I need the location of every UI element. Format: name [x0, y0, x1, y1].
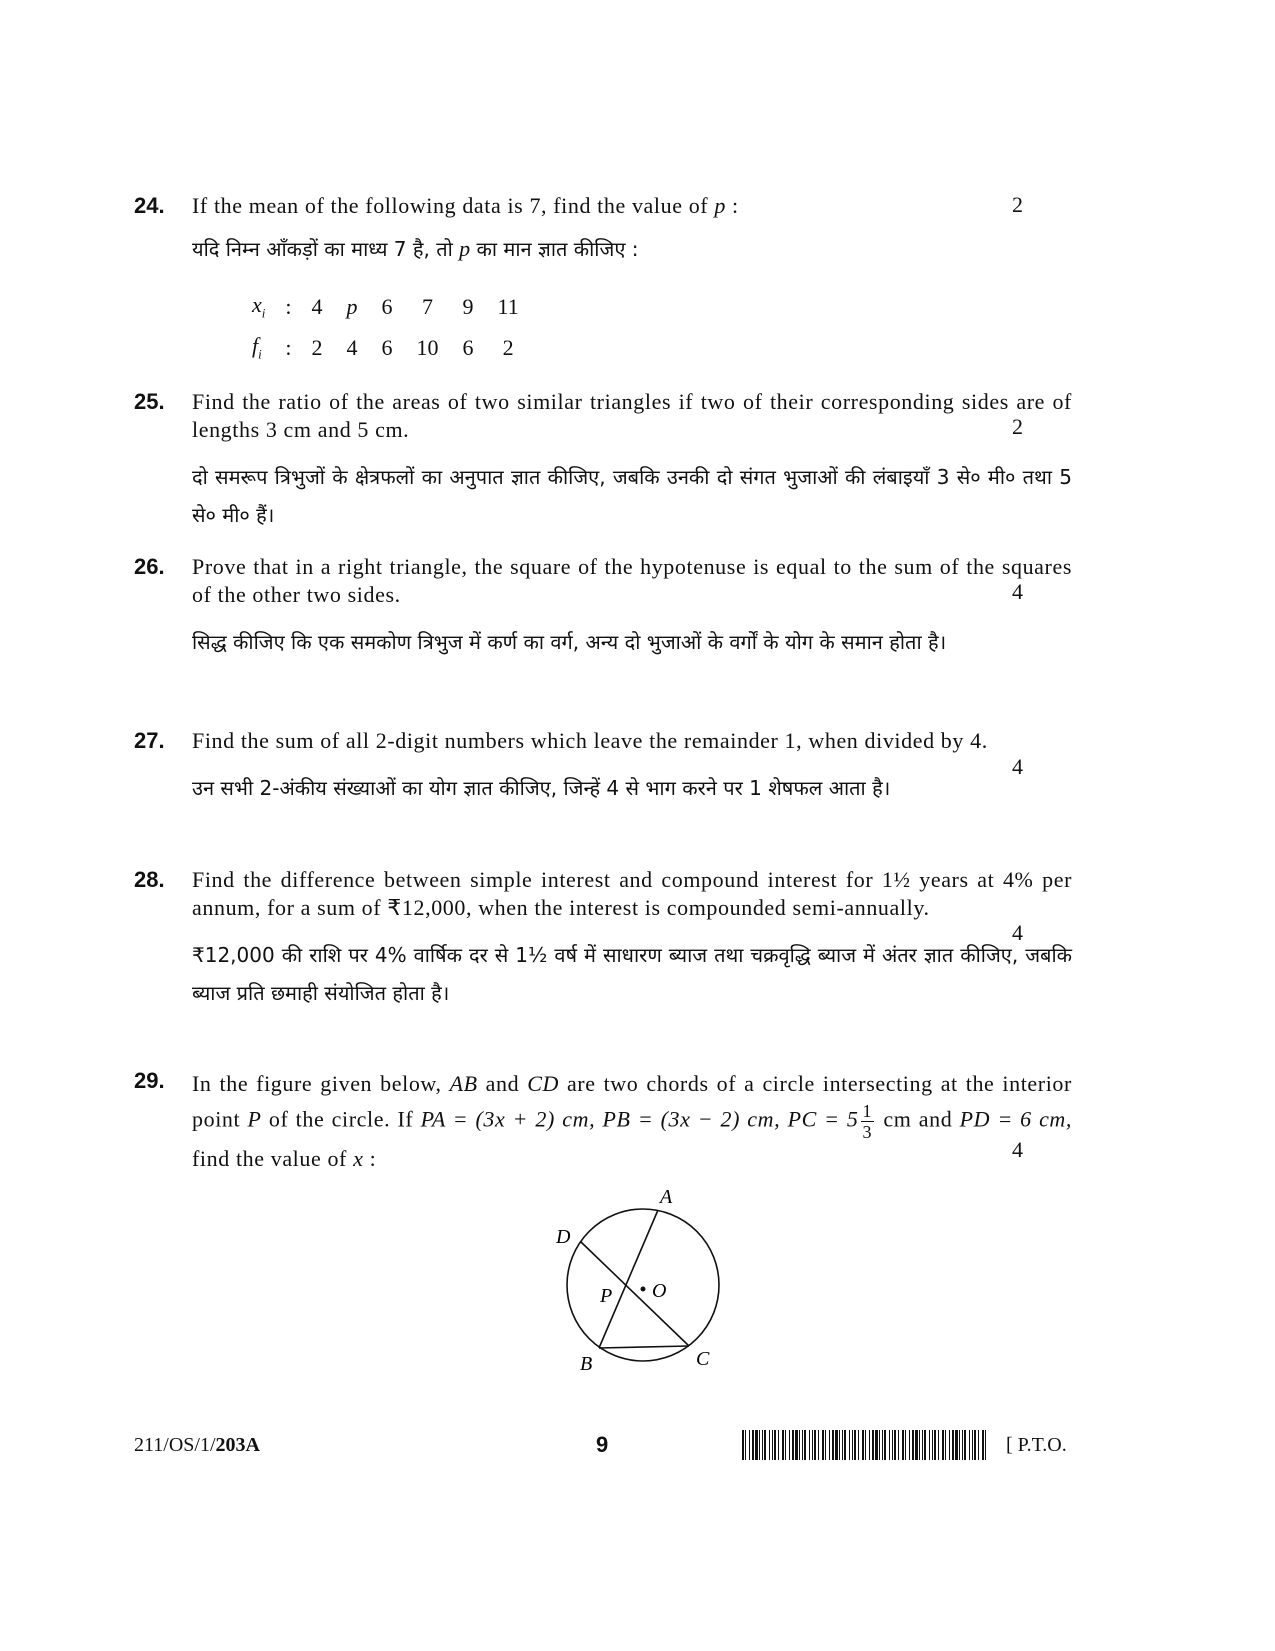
marks-28: 4: [1012, 920, 1023, 945]
x-label: $x_i$: [252, 292, 266, 321]
marks-27: 4: [1012, 754, 1023, 779]
barcode-bar: [964, 1430, 966, 1460]
barcode-bar: [982, 1430, 984, 1460]
point-p: P: [247, 1106, 262, 1132]
paper-code-set: 203A: [215, 1434, 260, 1456]
label-o: O: [652, 1280, 667, 1302]
barcode-bar: [832, 1430, 834, 1460]
barcode-bar: [844, 1430, 846, 1460]
question-text-hindi: ₹12,000 की राशि पर 4% वार्षिक दर से 1½ वर्ष में साधारण ब्याज तथा चक्रवृद्धि ब्याज में अंतर ज्ञात कीजिए, जबकि ब्याज प्रति छमाही संयोजित होता है।: [192, 943, 1072, 1005]
barcode-bar: [915, 1430, 918, 1460]
table-cell: 6: [381, 293, 393, 319]
pd-expression: PD = 6 cm,: [959, 1106, 1073, 1132]
barcode-bar: [985, 1430, 986, 1460]
segment-bc: [599, 1346, 689, 1348]
marks-26: 4: [1012, 579, 1023, 604]
page-number: 9: [596, 1432, 609, 1457]
pc-expression: PC = 5: [787, 1106, 859, 1132]
question-text-english: [192, 192, 1072, 220]
barcode-bar: [912, 1430, 914, 1460]
text-part: and: [485, 1071, 520, 1096]
table-cell: p: [346, 293, 358, 319]
barcode-bar: [829, 1430, 830, 1460]
barcode-bar: [892, 1430, 893, 1460]
barcode-bar: [762, 1430, 763, 1460]
barcode-bar: [879, 1430, 880, 1460]
marks-29: 4: [1012, 1137, 1023, 1162]
text-part: cm and: [883, 1106, 953, 1132]
barcode-bar: [945, 1430, 946, 1460]
barcode-bar: [938, 1430, 939, 1460]
barcode-bar: [804, 1430, 806, 1460]
text-part: are two chords of a circle intersecting at the interior point: [192, 1071, 1072, 1132]
variable-p: p: [714, 193, 726, 218]
barcode-bar: [809, 1430, 810, 1460]
pto-label: [ P.T.O.: [1006, 1434, 1067, 1456]
question-text-english: [192, 1067, 1072, 1176]
label-d: D: [556, 1226, 571, 1248]
barcode-bar: [882, 1430, 883, 1460]
question-text-english: Prove that in a right triangle, the square of the hypotenuse is equal to the sum of the squares of the other two sides.: [192, 554, 1072, 607]
barcode-bar: [842, 1430, 843, 1460]
barcode-bar: [792, 1430, 794, 1460]
barcode-bar: [795, 1430, 798, 1460]
barcode-bar: [818, 1430, 819, 1460]
table-cell: 10: [416, 335, 439, 361]
table-row-x: [252, 286, 531, 327]
chord-ab-line: [599, 1210, 658, 1348]
text-part: :: [369, 1146, 377, 1171]
barcode-bar: [889, 1430, 890, 1460]
pb-expression: PB = (3x − 2) cm,: [602, 1106, 781, 1132]
barcode-bar: [898, 1430, 899, 1460]
pa-expression: PA = (3x + 2) cm,: [420, 1106, 596, 1132]
barcode-bar: [905, 1430, 906, 1460]
question-25: [134, 388, 1144, 534]
barcode-bar: [799, 1430, 800, 1460]
question-number: 25.: [134, 389, 165, 414]
barcode-bar: [869, 1430, 870, 1460]
barcode-bar: [952, 1430, 954, 1460]
question-text-english: Find the difference between simple interest and compound interest for 1½ years at 4% per annum, for a sum of ₹12,000, when the interest is compounded semi-annually.: [192, 867, 1072, 920]
question-24: [134, 192, 1144, 369]
barcode-bar: [872, 1430, 874, 1460]
text-part: यदि निम्न आँकड़ों का माध्य 7 है, तो: [192, 237, 453, 261]
question-number: 26.: [134, 554, 165, 579]
text-part: If the mean of the following data is 7, find the value of: [192, 193, 709, 218]
barcode-bar: [959, 1430, 960, 1460]
barcode-bar: [974, 1430, 976, 1460]
text-part: of the circle. If: [268, 1106, 414, 1132]
barcode-bar: [835, 1430, 838, 1460]
barcode-bar: [922, 1430, 923, 1460]
barcode-bar: [862, 1430, 864, 1460]
question-number: 27.: [134, 728, 165, 753]
colon: :: [285, 335, 292, 361]
barcode-bar: [955, 1430, 958, 1460]
chord-cd: CD: [527, 1071, 559, 1096]
barcode-bar: [785, 1430, 786, 1460]
barcode-bar: [752, 1430, 754, 1460]
data-table: [252, 286, 531, 369]
paper-code: [134, 1434, 260, 1457]
question-number: 28.: [134, 867, 165, 892]
label-b: B: [580, 1353, 593, 1375]
table-cell: 2: [502, 335, 514, 361]
barcode-bar: [858, 1430, 859, 1460]
barcode-bar: [755, 1430, 758, 1460]
variable-p: p: [459, 236, 471, 261]
barcode-bar: [769, 1430, 770, 1460]
chord-ab: AB: [449, 1071, 478, 1096]
barcode-bar: [909, 1430, 910, 1460]
table-cell: 6: [381, 335, 393, 361]
barcode-bar: [839, 1430, 840, 1460]
barcode-bar: [875, 1430, 878, 1460]
text-part: find the value of: [192, 1146, 347, 1171]
barcode-bar: [972, 1430, 973, 1460]
question-text-hindi: सिद्ध कीजिए कि एक समकोण त्रिभुज में कर्ण का वर्ग, अन्य दो भुजाओं के वर्गों के योग के समान होता है।: [192, 630, 947, 654]
barcode-bar: [812, 1430, 813, 1460]
text-part: In the figure given below,: [192, 1071, 442, 1096]
circle: [567, 1209, 719, 1361]
question-text-english: Find the sum of all 2-digit numbers which leave the remainder 1, when divided by 4.: [192, 728, 988, 753]
fraction-denominator: 3: [862, 1122, 873, 1142]
table-row-f: [252, 327, 531, 368]
barcode-bar: [772, 1430, 773, 1460]
table-cell: 4: [346, 335, 358, 361]
question-number: 24.: [134, 193, 165, 218]
barcode-bar: [969, 1430, 970, 1460]
barcode-bar: [745, 1430, 746, 1460]
table-cell: 2: [311, 335, 323, 361]
barcode-bar: [822, 1430, 824, 1460]
barcode-bar: [849, 1430, 850, 1460]
page-footer: [134, 1430, 1134, 1470]
barcode-bar: [825, 1430, 826, 1460]
fraction-numerator: 1: [862, 1101, 873, 1121]
table-cell: 9: [462, 293, 474, 319]
barcode-bar: [774, 1430, 776, 1460]
label-c: C: [696, 1348, 710, 1370]
marks-24: 2: [1012, 192, 1023, 217]
barcode-bar: [802, 1430, 803, 1460]
barcode-bar: [884, 1430, 886, 1460]
table-cell: 11: [497, 293, 519, 319]
paper-code-prefix: 211/OS/1/: [134, 1434, 216, 1456]
fraction-one-third: [861, 1101, 875, 1142]
barcode-bar: [782, 1430, 784, 1460]
center-dot: [641, 1287, 646, 1292]
barcode-bar: [742, 1430, 744, 1460]
barcode-bar: [759, 1430, 760, 1460]
barcode-bar: [924, 1430, 926, 1460]
text-part: :: [725, 193, 739, 218]
colon: :: [285, 293, 292, 319]
chord-cd-line: [581, 1242, 689, 1346]
circle-chords-figure: [548, 1180, 738, 1380]
barcode-bar: [919, 1430, 920, 1460]
barcode-bar: [749, 1430, 750, 1460]
question-text-hindi: दो समरूप त्रिभुजों के क्षेत्रफलों का अनुपात ज्ञात कीजिए, जबकि उनकी दो संगत भुजाओं की लंबाइयाँ 3 से० मी० तथा 5 से० मी० हैं।: [192, 465, 1072, 527]
barcode-bar: [764, 1430, 766, 1460]
table-cell: 4: [311, 293, 323, 319]
barcode-bar: [852, 1430, 853, 1460]
barcode-bar: [934, 1430, 936, 1460]
marks-25: 2: [1012, 414, 1023, 439]
barcode-bar: [902, 1430, 904, 1460]
barcode-bar: [894, 1430, 896, 1460]
question-text-hindi: उन सभी 2-अंकीय संख्याओं का योग ज्ञात कीजिए, जिन्हें 4 से भाग करने पर 1 शेषफल आता है।: [192, 776, 891, 800]
variable-x: x: [353, 1146, 364, 1171]
label-p: P: [600, 1285, 613, 1307]
barcode-bar: [962, 1430, 963, 1460]
question-text-hindi: [192, 230, 1072, 268]
barcode-bar: [978, 1430, 979, 1460]
barcode-bar: [854, 1430, 856, 1460]
barcode-bar: [778, 1430, 779, 1460]
barcode-bar: [949, 1430, 950, 1460]
table-cell: 7: [422, 293, 434, 319]
text-part: का मान ज्ञात कीजिए :: [476, 237, 639, 261]
question-text-english: Find the ratio of the areas of two similar triangles if two of their corresponding sides are of lengths 3 cm and 5 cm.: [192, 389, 1072, 442]
barcode-bar: [814, 1430, 816, 1460]
barcode-bar: [942, 1430, 944, 1460]
barcode-bar: [865, 1430, 866, 1460]
question-number: 29.: [134, 1068, 165, 1093]
label-a: A: [660, 1186, 673, 1208]
table-cell: 6: [462, 335, 474, 361]
barcode-bar: [929, 1430, 930, 1460]
barcode: [742, 1430, 990, 1460]
barcode-bar: [789, 1430, 790, 1460]
f-label: $f_i$: [252, 333, 262, 362]
barcode-bar: [932, 1430, 933, 1460]
question-26: [134, 553, 1144, 661]
